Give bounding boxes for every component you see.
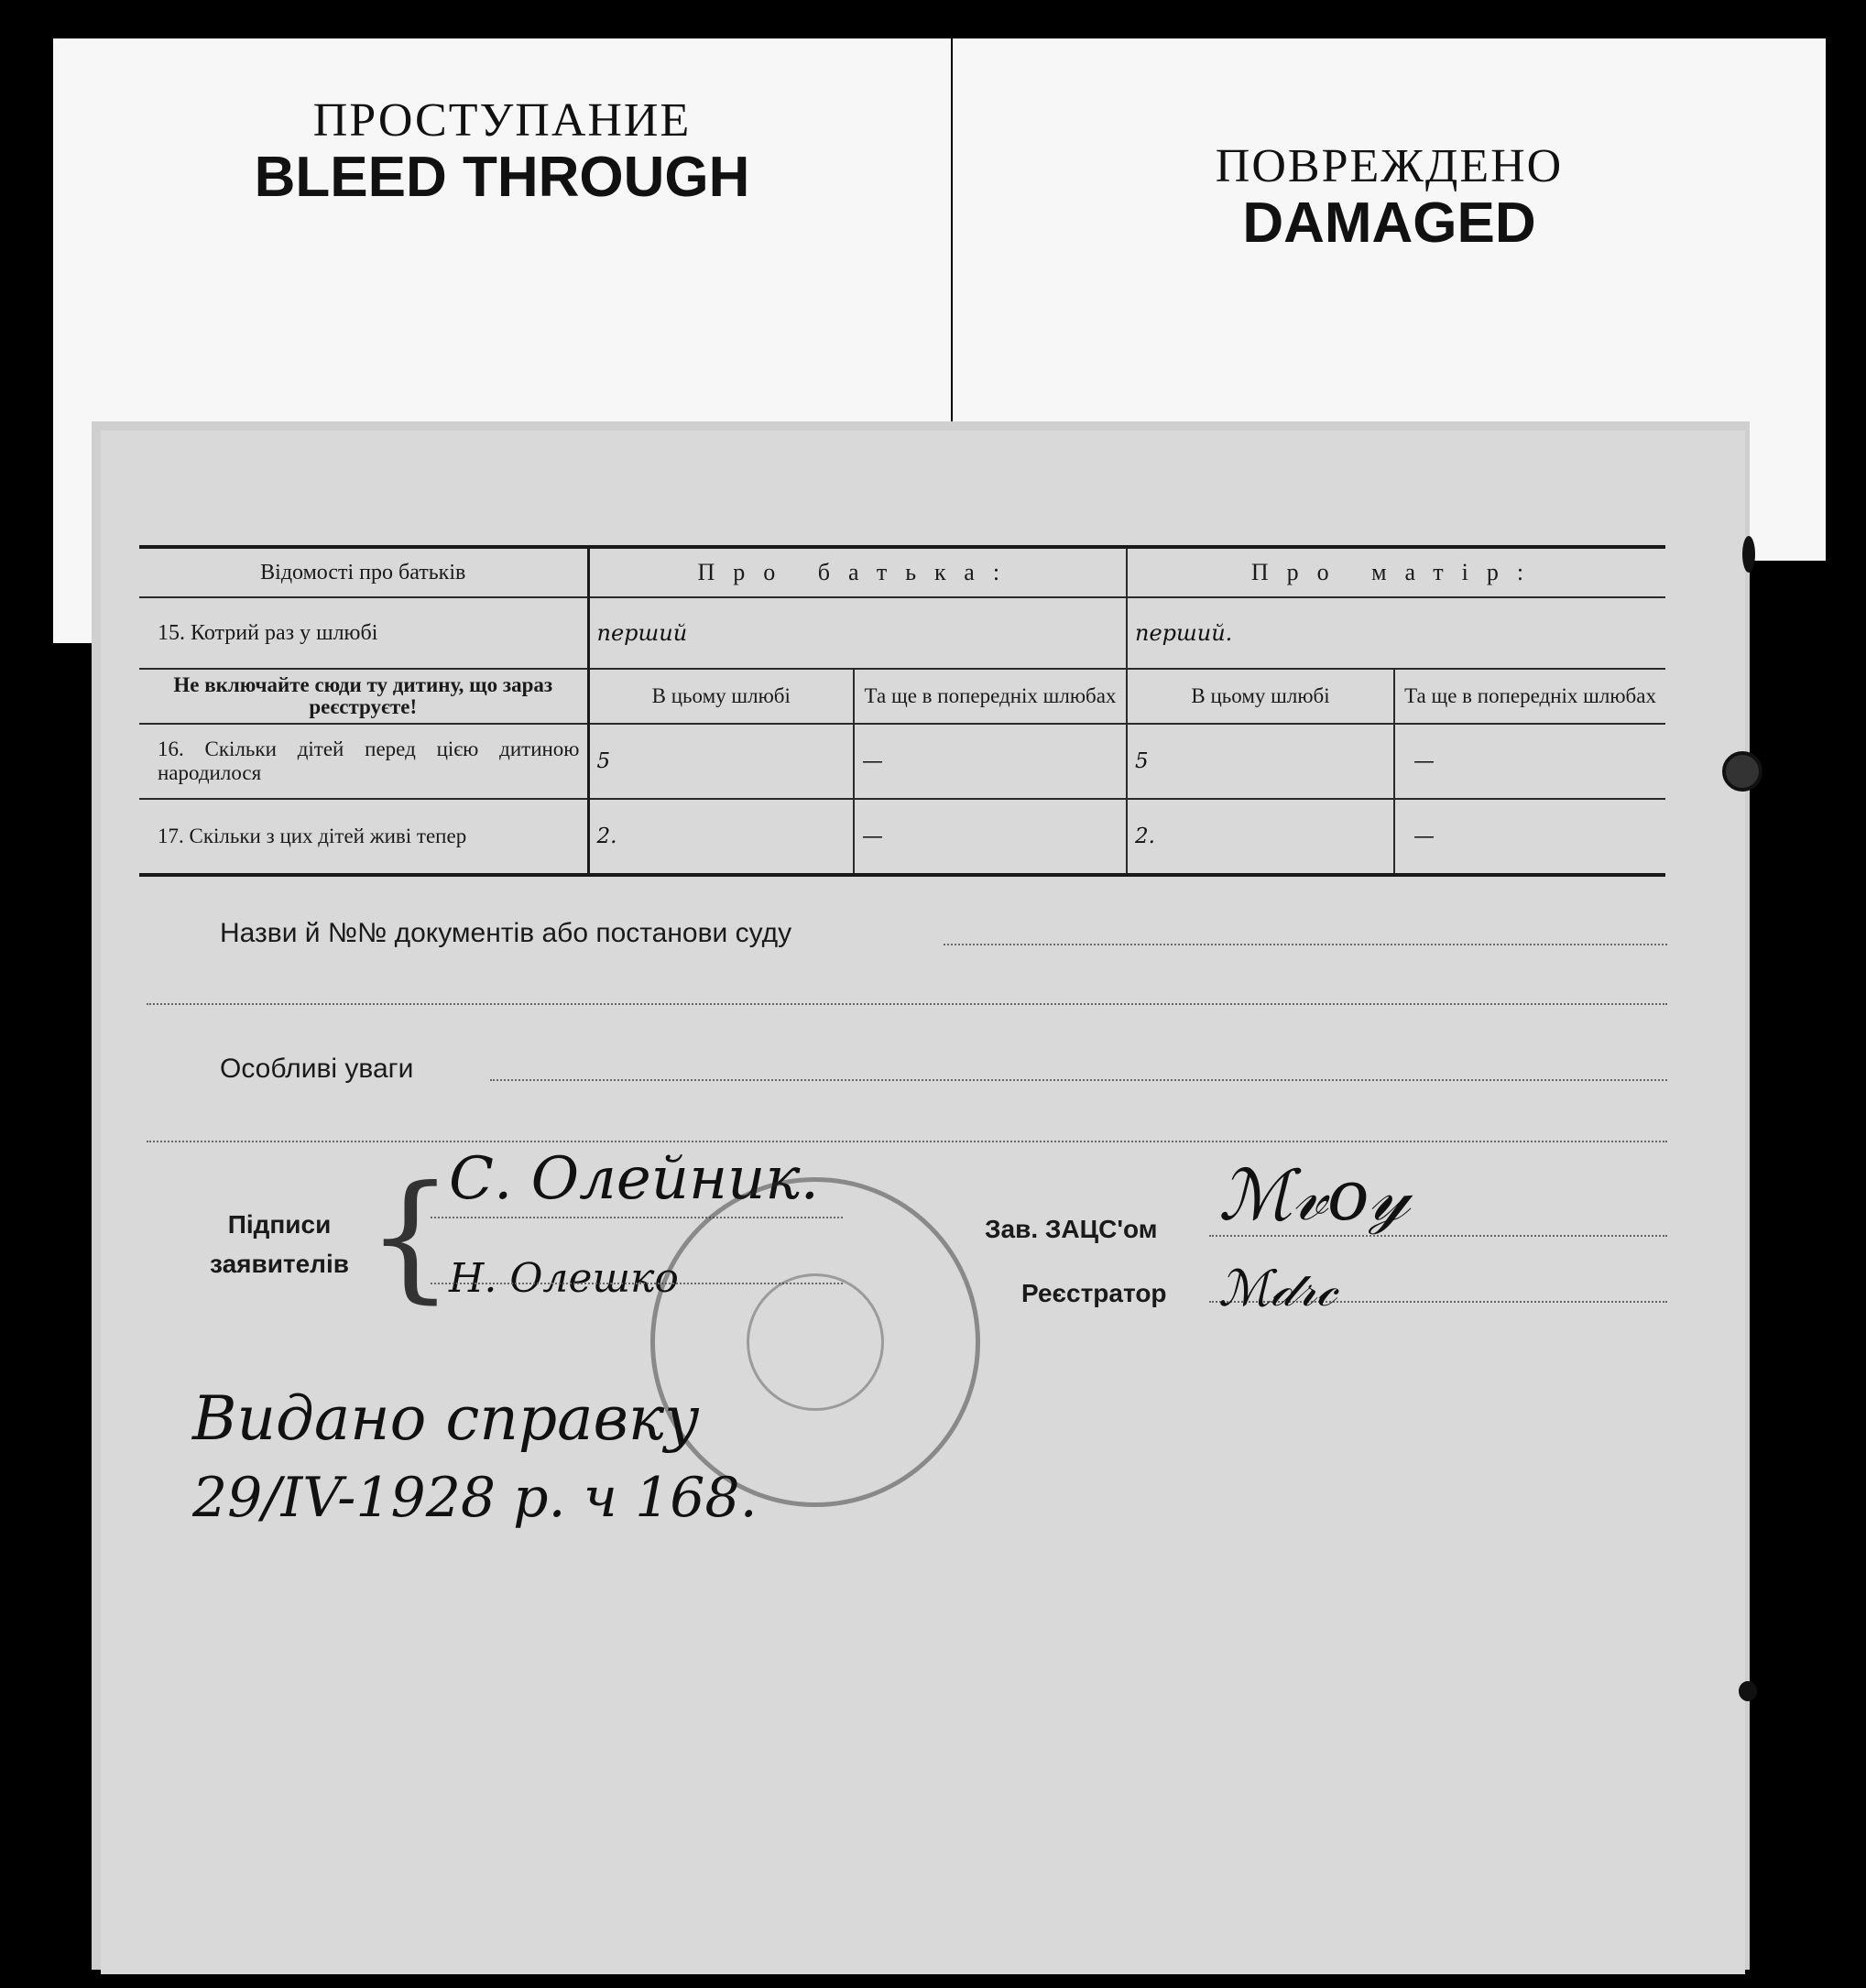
table-header-row <box>139 547 1665 597</box>
row15-father-value: перший <box>588 597 1127 669</box>
row17-mother-this: 2. <box>1127 799 1394 875</box>
damage-notch <box>1739 1681 1757 1701</box>
card-title-ru: ПРОСТУПАНИЕ <box>312 94 692 147</box>
damage-notch <box>1742 536 1755 573</box>
round-stamp <box>650 1177 980 1507</box>
table-row <box>139 597 1665 669</box>
documents-dotted-line <box>944 944 1667 945</box>
punch-hole <box>1722 751 1762 792</box>
remarks-dotted-line-2 <box>147 1141 1667 1142</box>
card-title-ru: ПОВРЕЖДЕНО <box>1215 140 1564 192</box>
col-this-marriage-father: В цьому шлюбі <box>588 669 854 724</box>
col-previous-father: Та ще в попередніх шлюбах <box>854 669 1127 724</box>
table-row <box>139 669 1665 724</box>
issued-note-line2: 29/IV-1928 р. ч 168. <box>192 1466 758 1530</box>
registrar-label: Реєстратор <box>1021 1279 1167 1307</box>
row16-father-prev: — <box>854 724 1127 799</box>
row15-label: 15. Котрий раз у шлюбі <box>139 597 588 669</box>
row17-father-prev: — <box>854 799 1127 875</box>
row17-mother-prev: — <box>1394 799 1665 875</box>
stamp-emblem <box>747 1273 884 1411</box>
documents-label: Назви й №№ документів або постанови суду <box>220 918 792 948</box>
header-father: Про батька: <box>588 547 1127 597</box>
head-zags-signature: ℳ𝓋𝑜𝓎 <box>1218 1154 1410 1236</box>
header-mother: Про матір: <box>1127 547 1665 597</box>
row16-father-this: 5 <box>588 724 854 799</box>
parents-info-table <box>139 545 1665 877</box>
brace: { <box>366 1157 454 1316</box>
head-zags-label: Зав. ЗАЦС'ом <box>985 1215 1158 1243</box>
row16-label: 16. Скільки дітей перед цією дитиною народилося <box>139 724 588 799</box>
col-this-marriage-mother: В цьому шлюбі <box>1127 669 1394 724</box>
applicant1-signature: С. Олейник. <box>449 1145 819 1213</box>
exclude-note: Не включайте сюди ту дитину, що зараз реєструєте! <box>139 669 588 724</box>
row17-label: 17. Скільки з цих дітей живі тепер <box>139 799 588 875</box>
row15-mother-value: перший. <box>1127 597 1665 669</box>
remarks-label: Особливі уваги <box>220 1054 414 1084</box>
table-row <box>139 799 1665 875</box>
row16-mother-prev: — <box>1394 724 1665 799</box>
issued-note-line1: Видано справку <box>192 1383 700 1454</box>
documents-dotted-line-2 <box>147 1003 1667 1005</box>
row17-father-this: 2. <box>588 799 854 875</box>
applicants-signatures-label: Підписи заявителів <box>210 1210 349 1279</box>
applicant2-signature: Н. Олешко <box>449 1255 679 1302</box>
card-title-en: BLEED THROUGH <box>254 146 750 209</box>
document-page <box>101 431 1745 1974</box>
header-info: Відомості про батьків <box>139 547 588 597</box>
remarks-dotted-line <box>490 1079 1667 1081</box>
col-previous-mother: Та ще в попередніх шлюбах <box>1394 669 1665 724</box>
row16-mother-this: 5 <box>1127 724 1394 799</box>
card-title-en: DAMAGED <box>1242 191 1536 255</box>
registrar-signature: ℳ𝒹𝓇𝒸 <box>1218 1260 1337 1317</box>
table-row <box>139 724 1665 799</box>
